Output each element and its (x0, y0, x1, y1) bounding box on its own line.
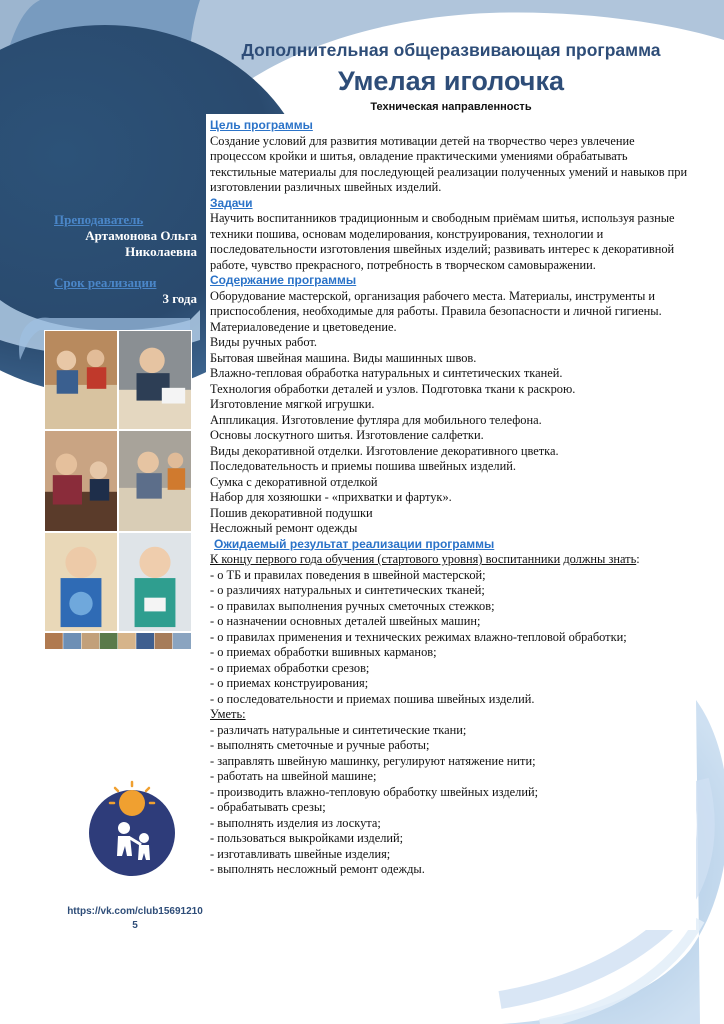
photo-boy-with-toy (44, 532, 118, 632)
program-content (210, 118, 692, 878)
photo-strip (44, 632, 192, 650)
photo-kids-handwork (118, 430, 192, 532)
content-item: Виды ручных работ. (210, 335, 317, 349)
organization-logo (82, 778, 182, 878)
program-direction: Техническая направленность (370, 101, 532, 113)
teacher-name-line2: Николаевна (125, 244, 197, 259)
photo-children-sewing (44, 330, 118, 430)
content-item: Материаловедение и цветоведение. (210, 319, 397, 334)
know-item: - о приемах обработки вшивных карманов; (210, 645, 437, 659)
program-title: Умелая иголочка (338, 66, 564, 96)
tasks-heading: Задачи (210, 195, 253, 210)
know-intro (210, 552, 692, 568)
content-item: Бытовая швейная машина. Виды машинных швов. (210, 350, 477, 365)
know-item: - о приемах обработки срезов; (210, 660, 370, 675)
know-item: - о правилах выполнения ручных сметочных стежков; (210, 598, 495, 613)
know-item: - о приемах конструирования; (210, 676, 369, 690)
vk-link[interactable] (52, 905, 218, 933)
content-heading: Содержание программы (210, 273, 357, 287)
content-item: Сумка с декоративной отделкой (210, 474, 378, 489)
photo-girl-with-craft (118, 532, 192, 632)
content-item: Несложный ремонт одежды (210, 521, 358, 535)
can-item: - производить влажно-тепловую обработку швейных изделий; (210, 784, 539, 799)
content-item: Виды декоративной отделки. Изготовление декоративного цветка. (210, 443, 559, 458)
photo-boy-at-machine (118, 330, 192, 430)
can-item: - различать натуральные и синтетические ткани; (210, 722, 467, 737)
vk-link-line2: 5 (132, 920, 138, 931)
can-item: - пользоваться выкройками изделий; (210, 831, 404, 845)
goal-heading: Цель программы (210, 118, 313, 132)
content-item: Изготовление мягкой игрушки. (210, 397, 375, 411)
goal-text: Создание условий для развития мотивации детей на творчество через увлечение процессом кройки и шитья, овладение практическими умениями обрабатывать текстильные материалы для последующей реализации полученных умений и навыков при изготовлении различных швейных изделий. (210, 133, 688, 194)
term-value: 3 года (162, 291, 197, 306)
content-item: Набор для хозяюшки - «прихватки и фартук». (210, 490, 452, 504)
can-item: - выполнять изделия из лоскута; (210, 815, 381, 830)
content-item: Основы лоскутного шитья. Изготовление салфетки. (210, 428, 484, 442)
know-item: - о различиях натуральных и синтетических тканей; (210, 583, 485, 597)
can-item: - выполнять несложный ремонт одежды. (210, 862, 425, 876)
teacher-name-line1: Артамонова Ольга (85, 228, 197, 243)
know-intro-part2: должны знать (563, 552, 637, 566)
teacher-label: Преподаватель (54, 212, 144, 227)
result-heading: Ожидаемый результат реализации программы (214, 536, 495, 551)
can-item: - работать на швейной машине; (210, 769, 377, 783)
know-intro-end: : (636, 552, 640, 566)
term-label: Срок реализации (54, 275, 157, 290)
know-item: - о последовательности и приемах пошива швейных изделий. (210, 691, 535, 706)
tasks-text: Научить воспитанников традиционным и свободным приёмам шитья, используя разные техники пошива, основам моделирования, конструирования, технологии и последовательности изготовления швейных изделий; развивать интерес к декоративной работе, чувство прекрасного, потребность в творческом самовыражении. (210, 211, 675, 272)
can-item: - заправлять швейную машинку, регулируют натяжение нити; (210, 753, 536, 768)
can-item: - обрабатывать срезы; (210, 800, 326, 814)
can-item: - изготавливать швейные изделия; (210, 846, 391, 861)
content-item: Технология обработки деталей и узлов. Подготовка ткани к раскрою. (210, 381, 576, 396)
program-type-heading: Дополнительная общеразвивающая программа (241, 40, 661, 60)
can-item: - выполнять сметочные и ручные работы; (210, 738, 430, 752)
content-item: Оборудование мастерской, организация рабочего места. Материалы, инструменты и приспособления, необходимые для работы. Правила безопасности и личной гигиены. (210, 288, 662, 318)
photo-teacher-with-kids (44, 430, 118, 532)
content-item: Последовательность и приемы пошива швейных изделий. (210, 459, 516, 473)
know-intro-part1: К концу первого года обучения (стартового уровня) воспитанники (210, 552, 561, 566)
know-item: - о назначении основных деталей швейных машин; (210, 614, 481, 628)
content-item: Пошив декоративной подушки (210, 505, 373, 520)
can-heading: Уметь: (210, 707, 246, 721)
know-item: - о ТБ и правилах поведения в швейной мастерской; (210, 567, 486, 582)
vk-link-line1: https://vk.com/club15691210 (67, 906, 203, 917)
content-item: Аппликация. Изготовление футляра для мобильного телефона. (210, 412, 542, 427)
know-item: - о правилах применения и технических режимах влажно-тепловой обработки; (210, 629, 627, 644)
content-item: Влажно-тепловая обработка натуральных и синтетических тканей. (210, 366, 563, 380)
